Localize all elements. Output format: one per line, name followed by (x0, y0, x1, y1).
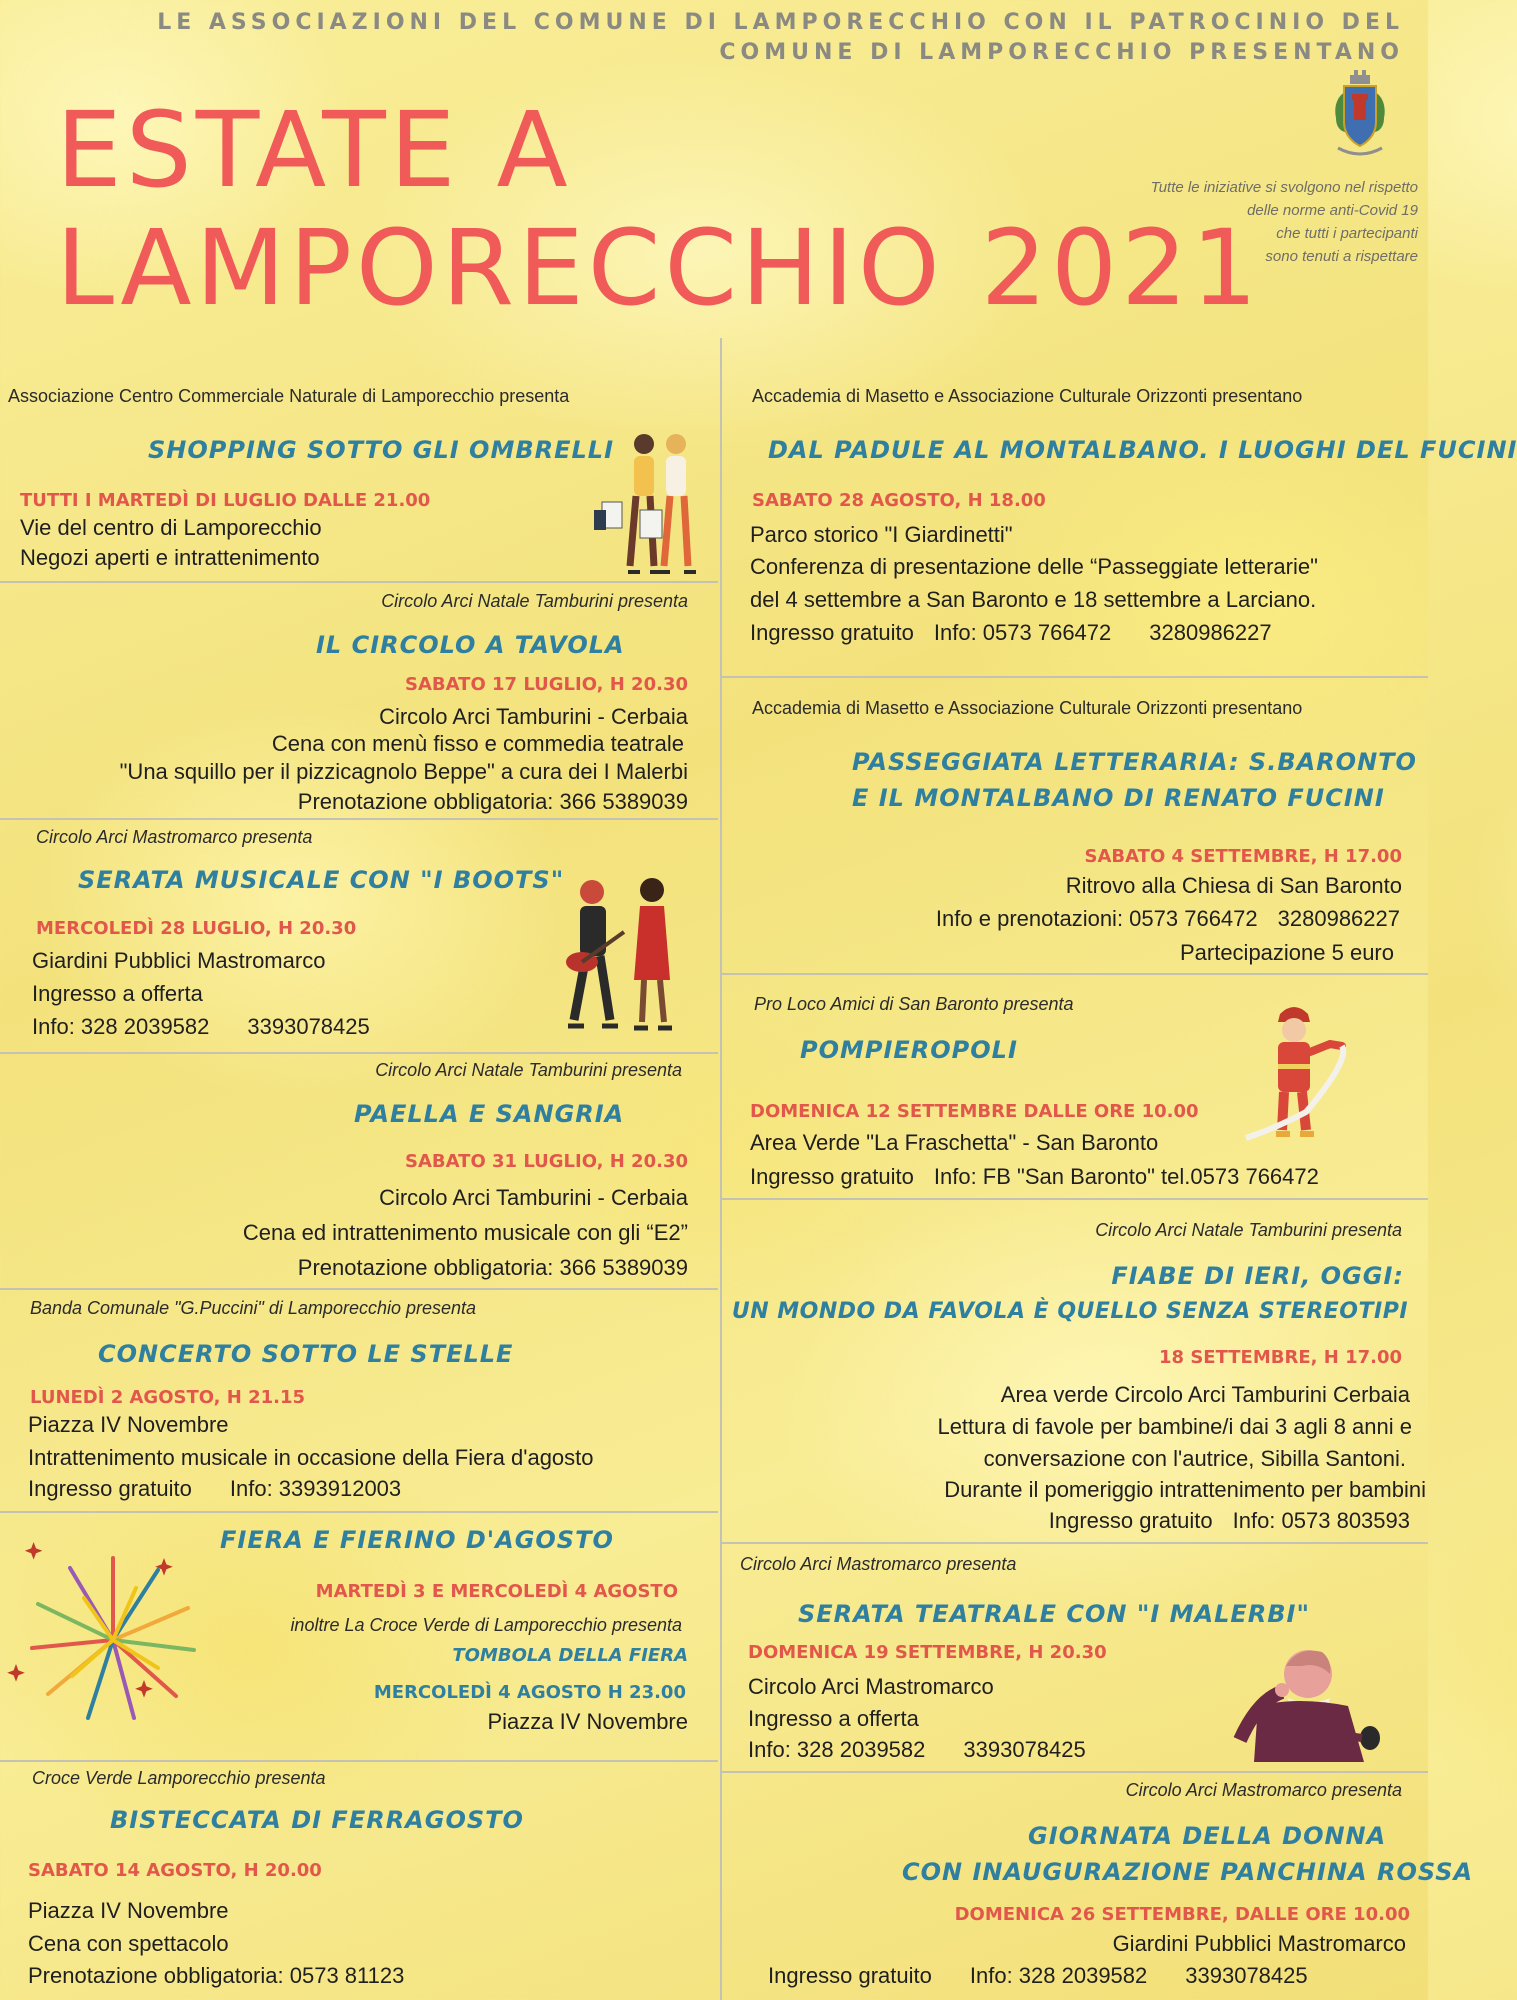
section-divider (0, 1288, 718, 1290)
section-divider (0, 1511, 718, 1513)
event-presenter: Circolo Arci Natale Tamburini presenta (1095, 1220, 1402, 1240)
event-info (750, 616, 1272, 649)
event-description: Cena con spettacolo (28, 1931, 229, 1956)
main-title-line-2: LAMPORECCHIO 2021 (56, 207, 1262, 329)
event-presenter: Circolo Arci Mastromarco presenta (1125, 1780, 1402, 1800)
event-info-booking: Info e prenotazioni: 0573 766472 (935, 906, 1258, 931)
event-presenter: Pro Loco Amici di San Baronto presenta (754, 994, 1074, 1014)
section-divider (722, 676, 1428, 678)
event-title: SERATA TEATRALE CON "I MALERBI" (798, 1600, 1310, 1628)
covid-note (1098, 176, 1418, 268)
event-presenter: Circolo Arci Mastromarco presenta (36, 827, 313, 847)
event-date: TUTTI I MARTEDÌ DI LUGLIO DALLE 21.00 (20, 490, 431, 511)
event-info-entry: Ingresso gratuito (750, 620, 914, 645)
event-subtitle: TOMBOLA DELLA FIERA (452, 1645, 688, 1666)
event-info-contact: Info: FB "San Baronto" tel.0573 766472 (933, 1164, 1319, 1189)
event-description: Durante il pomeriggio intrattenimento per bambini (944, 1477, 1426, 1502)
event-location: Area verde Circolo Arci Tamburini Cerbaia (1000, 1382, 1410, 1407)
event-date: 18 SETTEMBRE, H 17.00 (1159, 1347, 1402, 1368)
event-title: PAELLA E SANGRIA (354, 1100, 625, 1128)
section-divider (0, 581, 718, 583)
section-divider (0, 818, 718, 820)
event-description: Cena con menù fisso e commedia teatrale (271, 731, 684, 756)
event-info-phone-2: 3393078425 (1185, 1963, 1308, 1988)
event-info-phone: Info: 3393912003 (229, 1476, 402, 1501)
event-title: DAL PADULE AL MONTALBANO. I LUOGHI DEL FUCINI (768, 436, 1517, 464)
event-description: Intrattenimento musicale in occasione della Fiera d'agosto (28, 1445, 594, 1470)
event-presenter: Associazione Centro Commerciale Naturale di Lamporecchio presenta (8, 386, 570, 406)
covid-note-line: Tutte le iniziative si svolgono nel rispetto (1150, 179, 1418, 196)
event-date: LUNEDÌ 2 AGOSTO, H 21.15 (30, 1387, 306, 1408)
event-info (28, 1472, 401, 1505)
event-date: SABATO 4 SETTEMBRE, H 17.00 (1084, 846, 1402, 867)
event-title-line-1: GIORNATA DELLA DONNA (1028, 1822, 1387, 1850)
event-location: Circolo Arci Tamburini - Cerbaia (379, 704, 688, 729)
section-divider (722, 1542, 1428, 1544)
event-info (768, 1959, 1308, 1992)
event-booking: Prenotazione obbligatoria: 366 5389039 (297, 789, 688, 814)
event-booking: Prenotazione obbligatoria: 0573 81123 (28, 1963, 405, 1988)
event-info-phone: Info: 0573 803593 (1232, 1508, 1410, 1533)
event-title-line-1: PASSEGGIATA LETTERARIA: S.BARONTO (852, 748, 1417, 776)
event-info-entry: Ingresso gratuito (768, 1963, 932, 1988)
section-divider (0, 1052, 718, 1054)
event-info-phone: Info: 0573 766472 (933, 620, 1112, 645)
event-title: BISTECCATA DI FERRAGOSTO (110, 1806, 524, 1834)
column-divider (720, 338, 722, 2000)
section-divider (0, 1760, 718, 1762)
event-presenter: Accademia di Masetto e Associazione Culturale Orizzonti presentano (752, 386, 1303, 406)
event-info (32, 1010, 370, 1043)
event-title-line-2: UN MONDO DA FAVOLA È QUELLO SENZA STEREOTIPI (731, 1299, 1408, 1324)
event-location: Area Verde "La Fraschetta" - San Baronto (750, 1130, 1159, 1155)
event-location: Vie del centro di Lamporecchio (20, 515, 322, 540)
event-title-line-1: FIABE DI IERI, OGGI: (1111, 1262, 1404, 1290)
event-booking: Prenotazione obbligatoria: 366 5389039 (297, 1255, 688, 1280)
event-info-phone-2: 3393078425 (247, 1014, 370, 1039)
event-presenter: Croce Verde Lamporecchio presenta (32, 1768, 326, 1788)
event-description: Cena ed intrattenimento musicale con gli “E2” (242, 1220, 688, 1245)
event-info-phone-2: 3393078425 (963, 1737, 1086, 1762)
event-description: Negozi aperti e intrattenimento (20, 545, 320, 570)
actor-illustration (1238, 1640, 1384, 1762)
event-location: Giardini Pubblici Mastromarco (32, 948, 326, 973)
event-info (722, 902, 1400, 935)
event-info-phone: Info: 328 2039582 (748, 1737, 926, 1762)
header-intro-line-1: LE ASSOCIAZIONI DEL COMUNE DI LAMPORECCHIO CON IL PATROCINIO DEL (157, 10, 1404, 35)
event-title: POMPIEROPOLI (800, 1036, 1018, 1064)
event-date-2: MERCOLEDÌ 4 AGOSTO H 23.00 (373, 1682, 686, 1703)
event-description: Ingresso a offerta (748, 1706, 919, 1731)
event-info-entry: Ingresso gratuito (1048, 1508, 1213, 1533)
event-location: Circolo Arci Mastromarco (748, 1674, 994, 1699)
covid-note-line: delle norme anti-Covid 19 (1247, 202, 1418, 219)
shoppers-illustration (588, 430, 708, 576)
event-price: Partecipazione 5 euro (1179, 940, 1394, 965)
event-location: Circolo Arci Tamburini - Cerbaia (379, 1185, 688, 1210)
event-title-line-2: E IL MONTALBANO DI RENATO FUCINI (852, 784, 1385, 812)
event-info (722, 1504, 1410, 1537)
event-location: Parco storico "I Giardinetti" (750, 522, 1013, 547)
event-info-phone: 3280986227 (1277, 906, 1400, 931)
event-presenter: Circolo Arci Mastromarco presenta (740, 1554, 1017, 1574)
event-date: SABATO 14 AGOSTO, H 20.00 (28, 1860, 322, 1881)
event-date: MARTEDÌ 3 E MERCOLEDÌ 4 AGOSTO (315, 1581, 678, 1602)
event-location: Piazza IV Novembre (28, 1412, 229, 1437)
event-location: Ritrovo alla Chiesa di San Baronto (1065, 873, 1402, 898)
event-presenter: inoltre La Croce Verde di Lamporecchio presenta (290, 1615, 682, 1635)
event-description: conversazione con l'autrice, Sibilla Santoni. (983, 1446, 1406, 1471)
event-info (750, 1160, 1319, 1193)
event-title: SHOPPING SOTTO GLI OMBRELLI (148, 436, 615, 464)
event-title: IL CIRCOLO A TAVOLA (316, 631, 625, 659)
event-description: del 4 settembre a San Baronto e 18 settembre a Larciano. (750, 587, 1317, 612)
musicians-illustration (552, 870, 692, 1040)
event-location: Giardini Pubblici Mastromarco (1112, 1931, 1406, 1956)
firefighter-illustration (1246, 1000, 1356, 1146)
section-divider (722, 1198, 1428, 1200)
event-date: DOMENICA 19 SETTEMBRE, H 20.30 (748, 1642, 1107, 1663)
event-description: Conferenza di presentazione delle “Passeggiate letterarie" (750, 554, 1318, 579)
municipal-crest-icon (1328, 68, 1392, 164)
event-date: DOMENICA 12 SETTEMBRE DALLE ORE 10.00 (750, 1101, 1199, 1122)
event-presenter: Circolo Arci Natale Tamburini presenta (381, 591, 688, 611)
event-title: SERATA MUSICALE CON "I BOOTS" (78, 866, 565, 894)
event-date: MERCOLEDÌ 28 LUGLIO, H 20.30 (36, 918, 357, 939)
event-title: CONCERTO SOTTO LE STELLE (98, 1340, 514, 1368)
event-info-phone: Info: 328 2039582 (32, 1014, 210, 1039)
event-date: SABATO 31 LUGLIO, H 20.30 (405, 1151, 688, 1172)
event-location: Piazza IV Novembre (487, 1709, 688, 1734)
event-info-phone: Info: 328 2039582 (969, 1963, 1148, 1988)
main-title-line-1: ESTATE A (56, 89, 572, 211)
event-presenter: Banda Comunale "G.Puccini" di Lamporecchio presenta (30, 1298, 477, 1318)
event-date: SABATO 17 LUGLIO, H 20.30 (405, 674, 688, 695)
header-intro-line-2: COMUNE DI LAMPORECCHIO PRESENTANO (719, 40, 1404, 65)
covid-note-line: sono tenuti a rispettare (1265, 248, 1418, 265)
event-location: Piazza IV Novembre (28, 1898, 229, 1923)
event-description: Lettura di favole per bambine/i dai 3 agli 8 anni e (937, 1414, 1412, 1439)
event-title-line-2: CON INAUGURAZIONE PANCHINA ROSSA (902, 1858, 1474, 1886)
event-description: "Una squillo per il pizzicagnolo Beppe" a cura dei I Malerbi (119, 759, 688, 784)
event-info-entry: Ingresso gratuito (750, 1164, 914, 1189)
event-presenter: Circolo Arci Natale Tamburini presenta (375, 1060, 682, 1080)
covid-note-line: che tutti i partecipanti (1276, 225, 1418, 242)
section-divider (722, 973, 1428, 975)
event-description: Ingresso a offerta (32, 981, 203, 1006)
fireworks-illustration (8, 1528, 218, 1748)
event-info-entry: Ingresso gratuito (28, 1476, 192, 1501)
event-title: FIERA E FIERINO D'AGOSTO (220, 1526, 614, 1554)
event-date: DOMENICA 26 SETTEMBRE, DALLE ORE 10.00 (954, 1904, 1410, 1925)
event-date: SABATO 28 AGOSTO, H 18.00 (752, 490, 1046, 511)
event-presenter: Accademia di Masetto e Associazione Culturale Orizzonti presentano (752, 698, 1303, 718)
event-info (748, 1733, 1086, 1766)
section-divider (722, 1771, 1428, 1773)
event-info-phone-2: 3280986227 (1149, 620, 1272, 645)
